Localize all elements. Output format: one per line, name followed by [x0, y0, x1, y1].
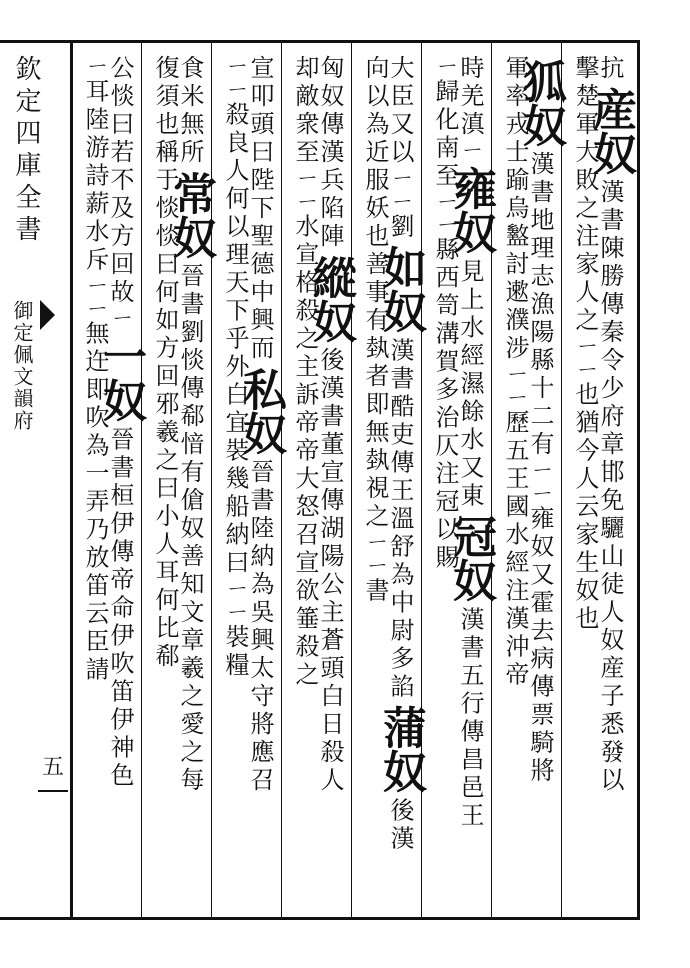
column-text: 見上水經濕餘水又東	[456, 258, 484, 511]
column-text: ㄧ耳陸游詩薪水斥ㄧㄧ	[81, 55, 109, 321]
text-column	[72, 55, 107, 685]
column-text: 晉書劉惔傳郗愔有傖奴善知文章羲之愛之每	[176, 263, 204, 795]
column-text: 善事有埶者即無埶視之ㄧㄧ	[361, 251, 389, 578]
column-text: 漢書地理志漁陽縣十二有ㄧㄧ雍奴又霍去病傳票騎將	[526, 151, 554, 786]
column-text: 稱于惔惔曰何如方回邪羲之曰小人耳何比郗	[151, 139, 179, 671]
headword: 狐奴	[515, 59, 566, 147]
column-text: 賀多治仄注冠以賜	[431, 348, 459, 573]
work-title-label: 御定佩文韻府	[10, 300, 34, 432]
column-text: 晉書桓伊傳帝命伊吹笛伊神色	[106, 426, 134, 791]
text-column	[492, 55, 527, 689]
text-column	[142, 55, 177, 671]
text-column	[352, 55, 387, 605]
column-text: 復須也	[151, 55, 179, 139]
column-text: 後漢書董宣傳湖陽公主蒼頭白日殺人	[316, 347, 344, 795]
column-text: 大臣又以ㄧㄧ劉	[386, 55, 414, 242]
text-column	[562, 55, 597, 633]
column-text: 宣格殺之主訴帝帝大怒召宣欲箠殺之	[291, 241, 319, 690]
column-text: 擊楚軍大敗之注家人之ㄧㄧ也猶今人云家生奴也	[571, 55, 599, 634]
column-text: 時羌滇ㄧ	[456, 55, 484, 163]
column-text: 食米無所	[176, 55, 204, 167]
column-text: 後漢	[386, 797, 414, 854]
column-text: 漢書酷吏傳王溫舒為中尉多諂	[386, 337, 414, 702]
text-column	[282, 55, 317, 689]
headword: 縱奴	[305, 255, 356, 343]
column-text: 南至ㄧㄧ縣西笥溝	[431, 134, 459, 349]
column-text: ㄧ歸化	[431, 55, 459, 135]
column-text: 漢書陳勝傳秦令少府章邯免驪山徒人奴産子悉發以	[596, 179, 624, 795]
headword: 一奴	[95, 334, 146, 423]
page-number: 五	[42, 755, 65, 780]
column-text: 向以為近服妖也	[361, 55, 389, 251]
text-column	[212, 55, 247, 680]
text-column	[422, 55, 457, 573]
column-text: 軍率戎士踰烏盭討遬濮涉ㄧㄧ歷五王國水經注漢沖帝	[501, 55, 529, 690]
column-text: 無迕即吹為一弄乃放笛云臣請	[81, 320, 109, 685]
column-text: 却敵衆至ㄧㄧ水	[291, 55, 319, 242]
column-text: 宣叩頭曰陛下聖德中興而	[246, 55, 274, 363]
headword: 冠奴	[445, 514, 496, 603]
column-text: ㄧㄧ殺良人何以理天下乎	[221, 55, 249, 354]
column-text: 書	[361, 577, 389, 606]
column-text: 抗	[596, 55, 624, 83]
column-text: 公惔曰若不及方回故ㄧ	[106, 55, 134, 331]
headword: 産奴	[585, 87, 636, 175]
column-text: 晉書陸納為吳興太守將應召	[246, 459, 274, 795]
book-title-label: 欽定四庫全書	[11, 55, 41, 247]
headword: 私奴	[235, 367, 286, 455]
headword: 如奴	[375, 245, 426, 334]
column-text: 外白宜裝幾船納曰ㄧㄧ裝糧	[221, 353, 249, 680]
page-number-rule	[38, 790, 68, 792]
column-text: 漢書五行傳昌邑王	[456, 606, 484, 831]
headword: 常奴	[165, 171, 216, 259]
column-text: 匈奴傳漢兵陷陣	[316, 55, 344, 251]
fold-mark	[40, 300, 55, 330]
headword: 蒲奴	[375, 705, 426, 794]
headword: 雍奴	[445, 166, 496, 255]
